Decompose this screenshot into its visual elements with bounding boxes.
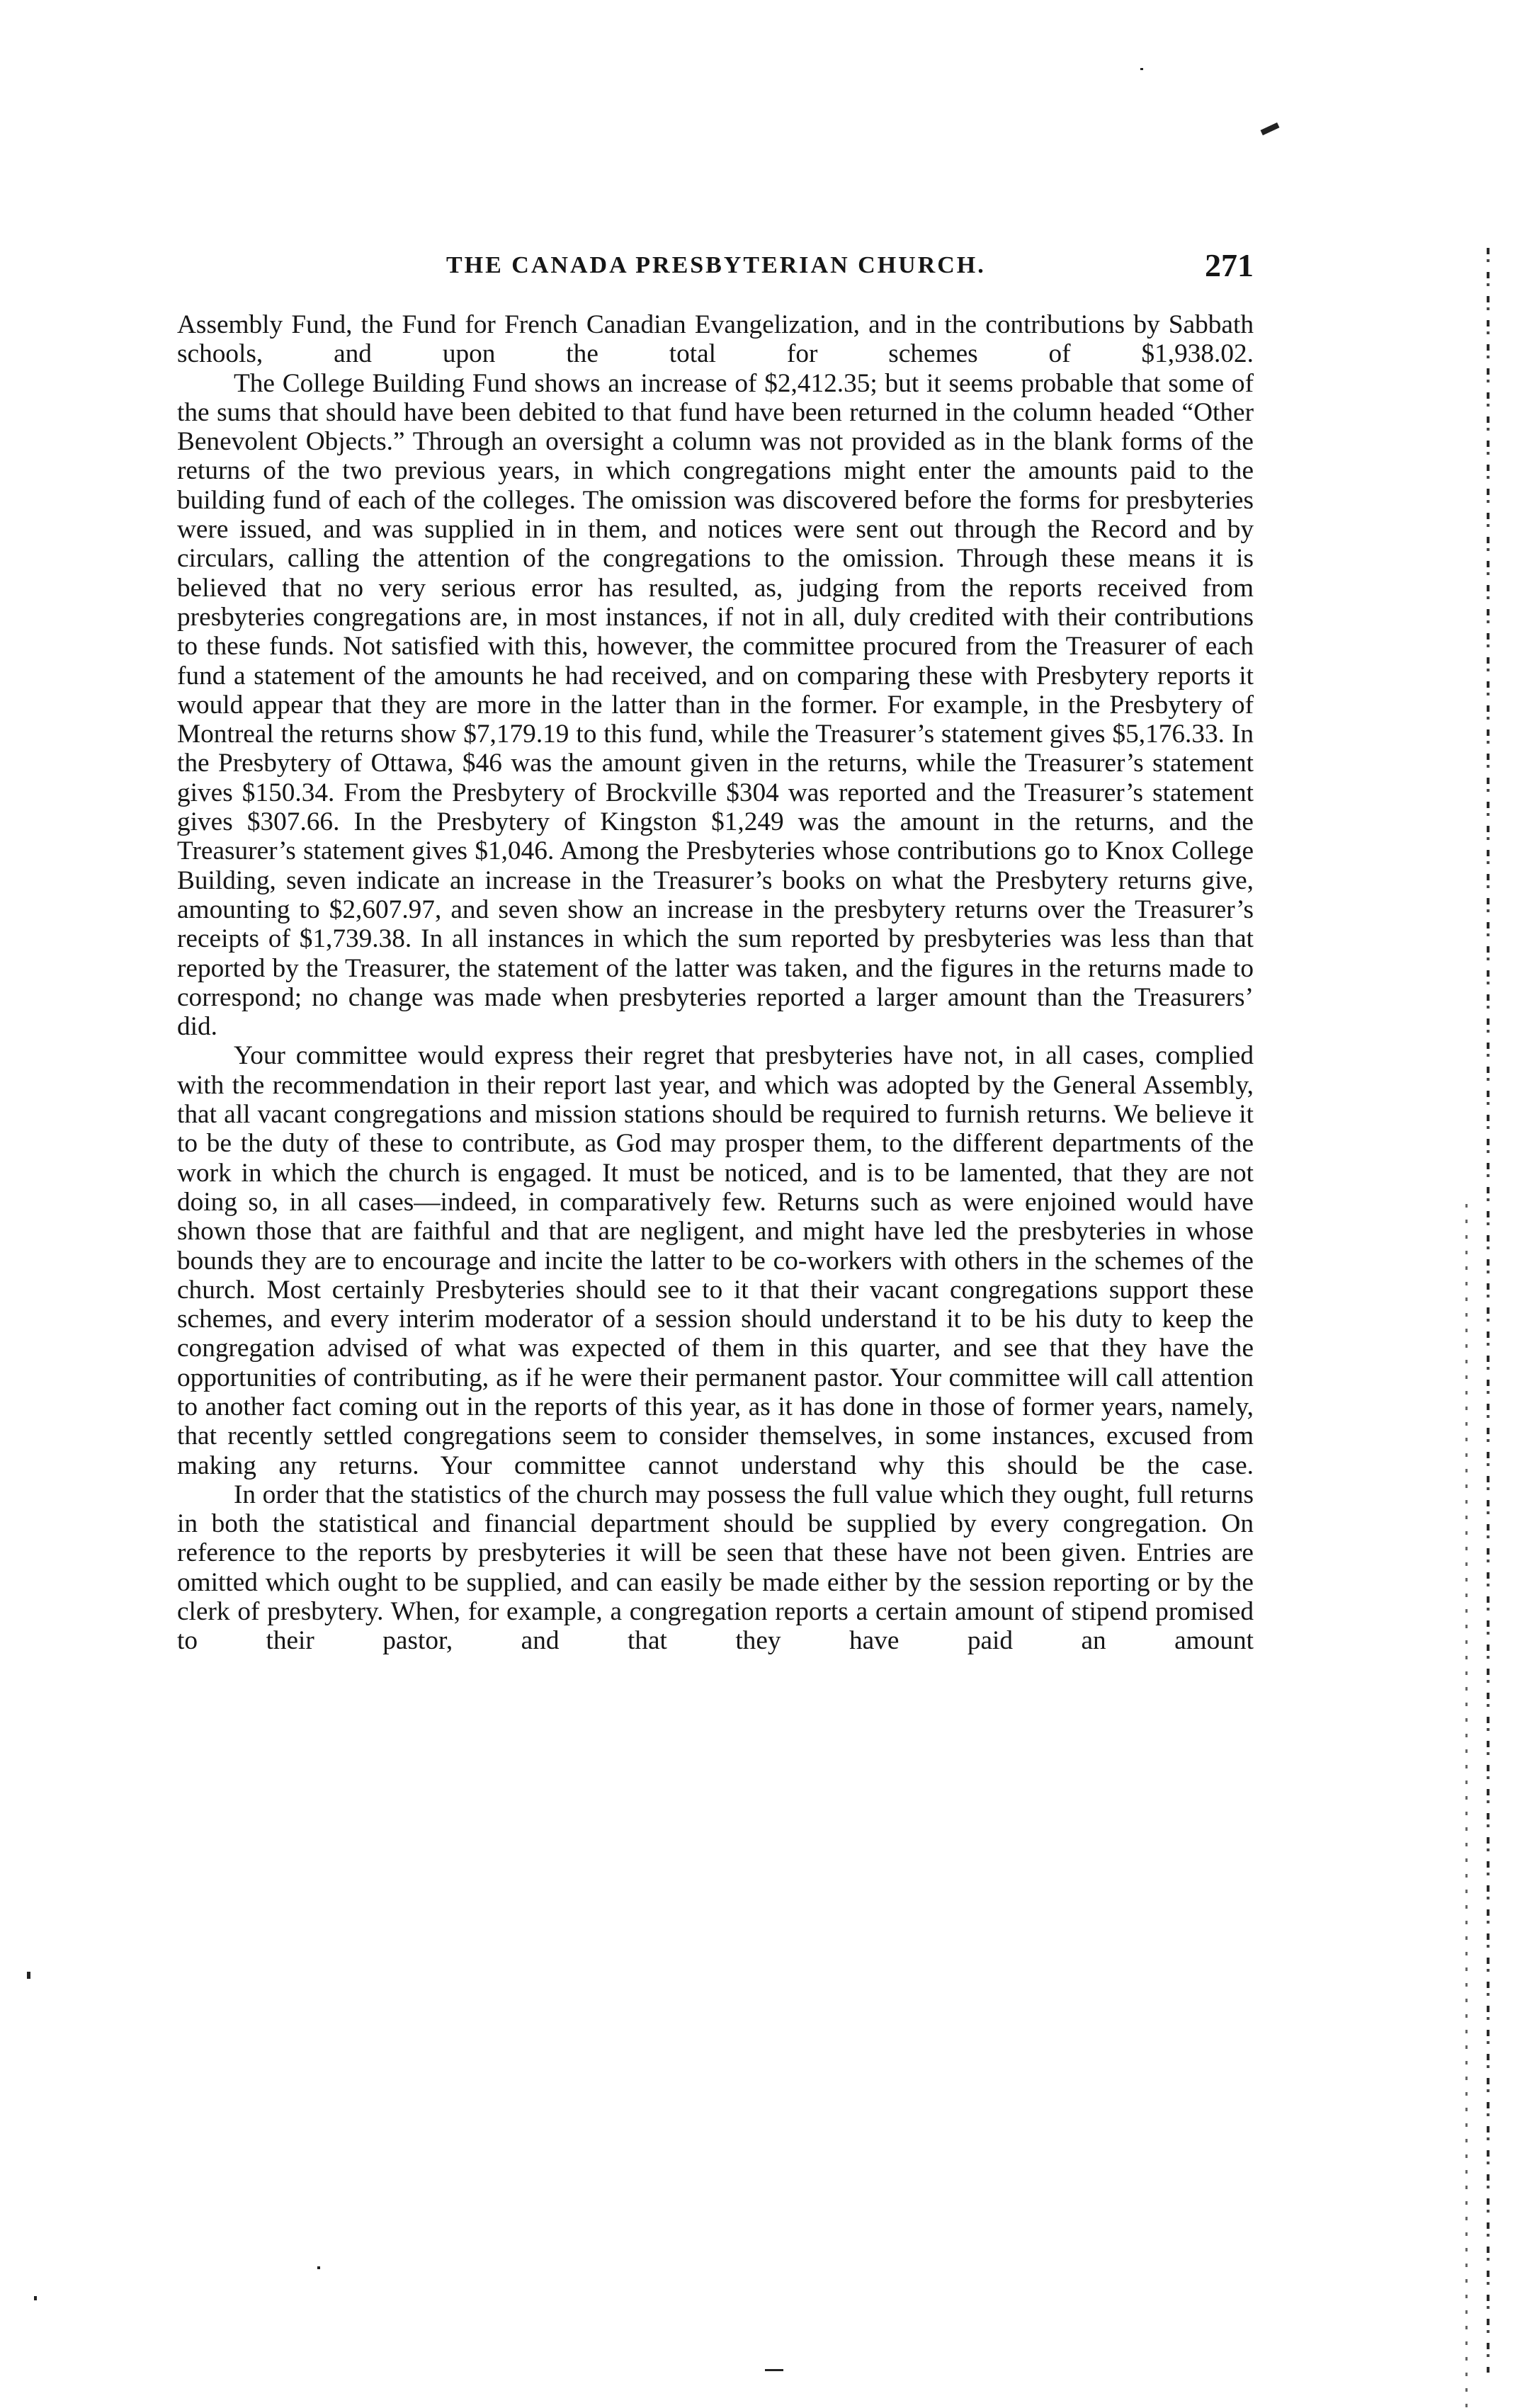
page-header xyxy=(177,247,1254,295)
scan-speck xyxy=(1261,123,1280,135)
scan-speck xyxy=(1140,68,1143,70)
page-edge-shadow xyxy=(1423,0,1515,2401)
page-number: 271 xyxy=(1205,247,1254,283)
page-edge-line xyxy=(1487,248,1490,2373)
body-text xyxy=(177,310,1254,1656)
paragraph-college-building-fund: The College Building Fund shows an increase of $2,412.35; but it seems probable that some of the sums that should have been debited to that fund have been returned in the column headed “Other Benevolent Objects.” Through an oversight a column was not provided as in the blank forms of the returns of the two previous years, in which congregations might enter the amounts paid to the building fund of each of the colleges. The omission was discovered before the forms for presbyteries were issued, and was supplied in in them, and notices were sent out through the Record and by circulars, calling the attention of the congregations to the omission. Through these means it is believed that no very serious error has resulted, as, judging from the reports received from presbyteries congregations are, in most instances, if not in all, duly credited with their contributions to these funds. Not satisfied with this, however, the committee procured from the Treasurer of each fund a statement of the amounts he had received, and on comparing these with Presbytery reports it would appear that they are more in the latter than in the former. For example, in the Presbytery of Montreal the returns show $7,179.19 to this fund, while the Treasurer’s statement gives $5,176.33. In the Presbytery of Ottawa, $46 was the amount given in the returns, while the Treasurer’s statement gives $150.34. From the Presbytery of Brockville $304 was reported and the Treasurer’s statement gives $307.66. In the Presbytery of Kingston $1,249 was the amount in the returns, and the Treasurer’s statement gives $1,046. Among the Presbyteries whose contributions go to Knox College Building, seven indicate an increase in the Treasurer’s books on what the Presbytery returns give, amounting to $2,607.97, and seven show an increase in the presbytery returns over the Treasurer’s receipts of $1,739.38. In all instances in which the sum reported by presbyteries was less than that reported by the Treasurer, the statement of the latter was taken, and the figures in the returns made to correspond; no change was made when presbyteries reported a larger amount than the Treasurers’ did. xyxy=(177,368,1254,1042)
paragraph-full-returns: In order that the statistics of the church may possess the full value which they ought, full returns in both the statistical and financial department should be supplied by every congregation. On reference to the reports by presbyteries it will be seen that these have not been given. Entries are omitted which ought to be supplied, and can easily be made either by the session reporting or by the clerk of presbytery. When, for example, a congregation reports a certain amount of stipend promised to their pastor, and that they have paid an amount xyxy=(177,1480,1254,1656)
paragraph-vacant-congregations: Your committee would express their regret that presbyteries have not, in all cases, complied with the recommendation in their report last year, and which was adopted by the General Assembly, that all vacant congregations and mission stations should be required to furnish returns. We believe it to be the duty of these to contribute, as God may prosper them, to the different departments of the work in which the church is engaged. It must be noticed, and is to be lamented, that they are not doing so, in all cases—indeed, in comparatively few. Returns such as were enjoined would have shown those that are faithful and that are negligent, and might have led the presbyteries in whose bounds they are to encourage and incite the latter to be co-workers with others in the schemes of the church. Most certainly Presbyteries should see to it that their vacant congregations support these schemes, and every interim moderator of a session should understand it to be his duty to keep the congregation advised of what was expected of them in this quarter, and see that they have the opportunities of contributing, as if he were their permanent pastor. Your committee will call attention to another fact coming out in the reports of this year, as it has done in those of former years, namely, that recently settled congregations seem to consider themselves, in some instances, excused from making any returns. Your committee cannot understand why this should be the case. xyxy=(177,1041,1254,1480)
running-title: THE CANADA PRESBYTERIAN CHURCH. xyxy=(446,252,986,278)
page-edge-line-faint xyxy=(1465,1204,1468,2408)
paragraph-continuation: Assembly Fund, the Fund for French Canadian Evangelization, and in the contributions by Sabbath schools, and upon the total for schemes of $1,938.02. xyxy=(177,310,1254,369)
scan-speck xyxy=(765,2369,783,2371)
scan-speck xyxy=(317,2266,320,2269)
scan-speck xyxy=(34,2296,37,2300)
scan-speck xyxy=(27,1972,30,1979)
